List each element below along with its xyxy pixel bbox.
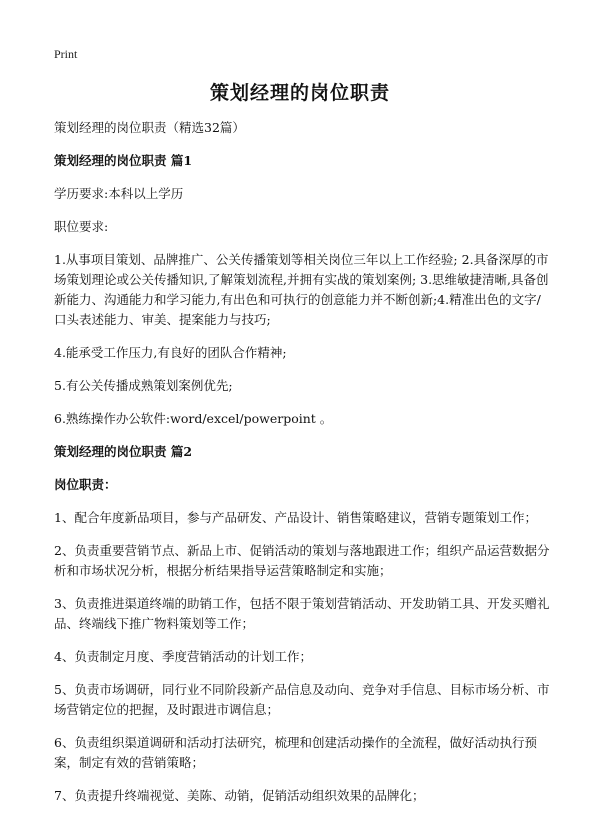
paragraph: 职位要求: xyxy=(54,219,109,234)
paragraph: 3、负责推进渠道终端的助销工作，包括不限于策划营销活动、开发助销工具、开发买赠礼品、终端线下推广物料策划等工作； xyxy=(54,596,550,631)
document-body xyxy=(54,118,552,819)
section-subheading: 岗位职责： xyxy=(54,477,117,492)
paragraph: 学历要求:本科以上学历 xyxy=(54,186,184,201)
paragraph: 1.从事项目策划、品牌推广、公关传播策划等相关岗位三年以上工作经验; 2.具备深厚的市场策划理论或公关传播知识,了解策划流程,并拥有实战的策划案例; 3.思维敏捷清晰,具备创新能力、沟通能力和学习能力,有出色和可执行的创意能力并不断创新;4.精准出色的文字/口头表述能力、审美、提案能力与技巧; xyxy=(54,252,549,327)
paragraph: 6.熟练操作办公软件:word/excel/powerpoint 。 xyxy=(54,411,333,426)
page-title: 策划经理的岗位职责 xyxy=(209,82,390,104)
paragraph: 4、负责制定月度、季度营销活动的计划工作； xyxy=(54,649,312,664)
paragraph: 1、配合年度新品项目，参与产品研发、产品设计、销售策略建议，营销专题策划工作； xyxy=(54,510,537,525)
intro-text: 策划经理的岗位职责（精选32篇） xyxy=(54,120,245,135)
section-heading-2: 策划经理的岗位职责 篇2 xyxy=(54,444,193,459)
paragraph: 6、负责组织渠道调研和活动打法研究，梳理和创建活动操作的全流程，做好活动执行预案，制定有效的营销策略； xyxy=(54,735,537,770)
paragraph: 4.能承受工作压力,有良好的团队合作精神; xyxy=(54,345,287,360)
paragraph: 5、负责市场调研，同行业不同阶段新产品信息及动向、竞争对手信息、目标市场分析、市场营销定位的把握，及时跟进市调信息； xyxy=(54,682,550,717)
paragraph: 7、负责提升终端视觉、美陈、动销，促销活动组织效果的品牌化； xyxy=(54,788,425,803)
paragraph: 5.有公关传播成熟策划案例优先; xyxy=(54,378,233,393)
print-link[interactable]: Print xyxy=(54,47,78,61)
paragraph: 2、负责重要营销节点、新品上市、促销活动的策划与落地跟进工作；组织产品运营数据分析和市场状况分析，根据分析结果指导运营策略制定和实施； xyxy=(54,543,550,578)
section-heading-1: 策划经理的岗位职责 篇1 xyxy=(54,153,193,168)
